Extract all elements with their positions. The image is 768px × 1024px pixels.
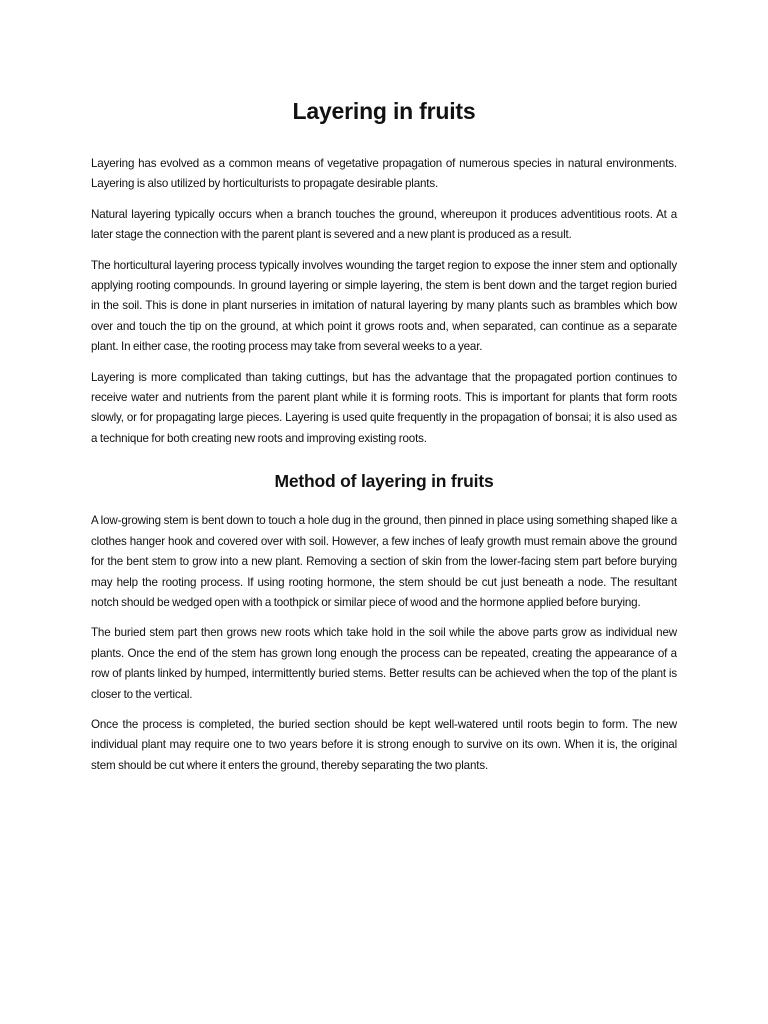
intro-paragraph-1: Layering has evolved as a common means of vegetative propagation of numerous species in natural environments. Layering is also utilized by horticulturists to propagate desirable plants. <box>91 157 677 191</box>
intro-paragraph-2: Natural layering typically occurs when a branch touches the ground, whereupon it produces adventitious roots. At a later stage the connection with the parent plant is severed and a new plant is produced as a result. <box>91 207 677 242</box>
method-heading: Method of layering in fruits <box>274 471 494 492</box>
document-page <box>91 96 677 786</box>
intro-paragraph-4: Layering is more complicated than taking cuttings, but has the advantage that the propagated portion continues to receive water and nutrients from the parent plant while it is forming roots. This is important for plants that form roots slowly, or for propagating large pieces. Layering is used quite frequently in the propagation of bonsai; it is also used as a technique for both creating new roots and improving existing roots. <box>91 370 677 445</box>
method-paragraph-1: A low-growing stem is bent down to touch a hole dug in the ground, then pinned in place using something shaped like a clothes hanger hook and covered over with soil. However, a few inches of leafy growth must remain above the ground for the bent stem to grow into a new plant. Removing a section of skin from the lower-facing stem part before burying may help the rooting process. If using rooting hormone, the stem should be cut just beneath a node. The resultant notch should be wedged open with a toothpick or similar piece of wood and the hormone applied before burying. <box>91 514 677 609</box>
method-paragraph-3: Once the process is completed, the buried section should be kept well-watered until roots begin to form. The new individual plant may require one to two years before it is strong enough to survive on its own. When it is, the original stem should be cut where it enters the ground, thereby separating the two plants. <box>91 717 677 772</box>
intro-paragraph-3: The horticultural layering process typically involves wounding the target region to expose the inner stem and optionally applying rooting compounds. In ground layering or simple layering, the stem is bent down and the target region buried in the soil. This is done in plant nurseries in imitation of natural layering by many plants such as brambles which bow over and touch the tip on the ground, at which point it grows roots and, when separated, can continue as a separate plant. In either case, the rooting process may take from several weeks to a year. <box>91 258 677 354</box>
page-title: Layering in fruits <box>292 98 476 124</box>
method-paragraph-2: The buried stem part then grows new roots which take hold in the soil while the above parts grow as individual new plants. Once the end of the stem has grown long enough the process can be repeated, creating the appearance of a row of plants linked by humped, intermittently buried stems. Better results can be achieved when the top of the plant is closer to the vertical. <box>91 626 677 701</box>
